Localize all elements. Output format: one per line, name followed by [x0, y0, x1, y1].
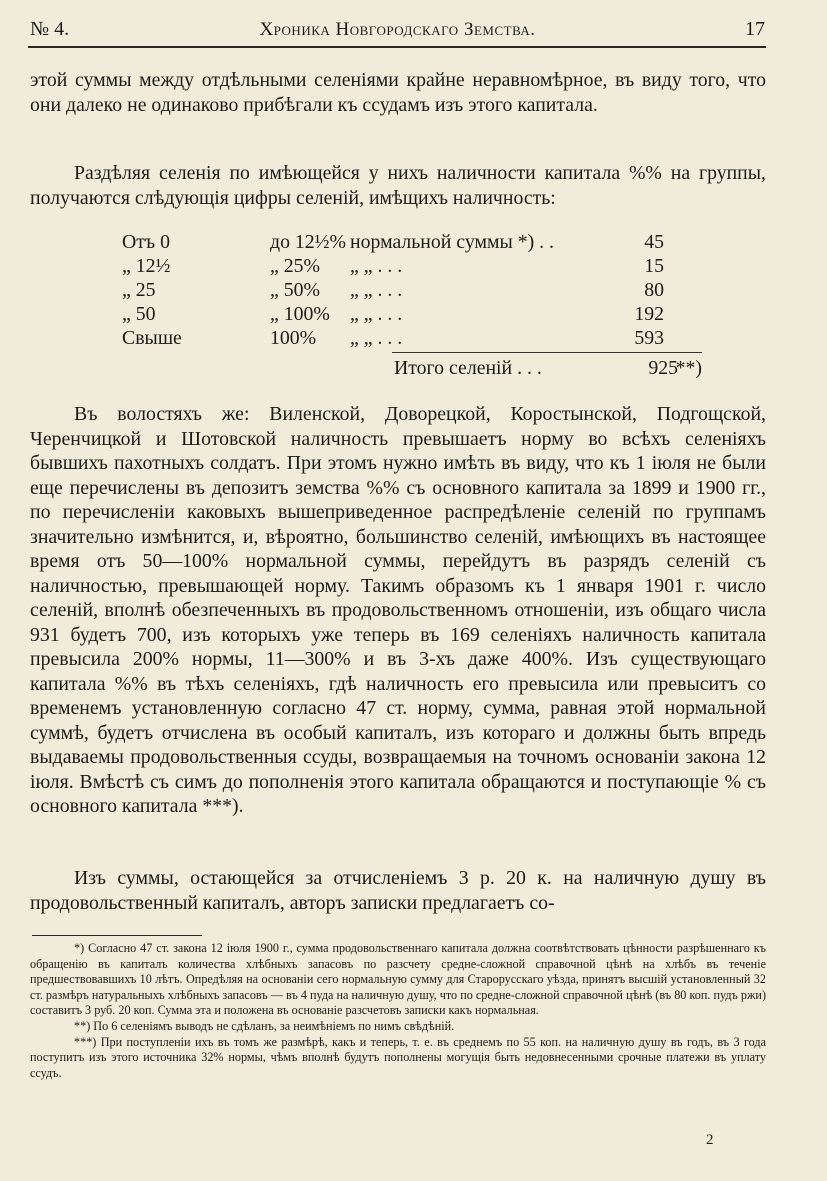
row-count: 192 — [634, 303, 664, 325]
row-desc: „ „ . . . — [350, 327, 403, 349]
row-to: „ 50% — [270, 279, 320, 301]
footnote-rule — [32, 935, 202, 936]
row-to: „ 100% — [270, 303, 330, 325]
footnote-3: ***) При поступленіи ихъ въ томъ же размѣрѣ, какъ и теперь, т. е. въ среднемъ по 55 коп. на наличную душу въ годъ, въ 3 года поступитъ изъ этого источника 32% нормы, чѣмъ вполнѣ будутъ пополнены могущія быть недовнесенными срочные платежи въ уплату ссудъ. — [30, 1034, 766, 1080]
row-desc: нормальной суммы *) . . — [350, 231, 554, 253]
row-desc: „ „ . . . — [350, 255, 403, 277]
row-to: 100% — [270, 327, 317, 349]
row-to: „ 25% — [270, 255, 320, 277]
total-note: **) — [675, 357, 702, 379]
paragraph-4: Изъ суммы, остающейся за отчисленіемъ 3 р. 20 к. на наличную душу въ продовольственный капиталъ, авторъ записки предлагаетъ со- — [30, 867, 766, 914]
table-row — [122, 230, 682, 254]
signature-mark: 2 — [706, 1132, 714, 1148]
paragraph-1: этой суммы между отдѣльными селеніями крайне неравномѣрное, въ виду того, что они далеко не одинаково прибѣгали къ ссудамъ изъ этого капитала. — [30, 69, 766, 116]
row-from: Отъ 0 — [122, 231, 170, 253]
table-row — [122, 254, 682, 278]
footnote-1: *) Согласно 47 ст. закона 12 іюля 1900 г., сумма продовольственнаго капитала должна соотвѣтствовать цѣнности разрѣшеннаго къ обращенію въ капиталъ количества хлѣбныхъ запасовъ по разсчету средне-сложной справочной цѣнѣ на хлѣбъ въ теченіе предшествовавшихъ 10 лѣтъ. Опредѣляя на основаніи сего нормальную сумму для Старорусскаго уѣзда, принятъ высшій установленный 32 ст. размѣръ натуральныхъ хлѣбныхъ запасовъ — въ 4 пуда на наличную душу, что по средне-сложной справочной цѣнѣ (въ 80 коп. пудъ ржи) составитъ 3 руб. 20 коп. Сумма эта и положена въ основаніе разсчетовъ записки какъ нормальная. — [30, 941, 766, 1018]
paragraph-2: Раздѣляя селенія по имѣющейся у нихъ наличности капитала %% на группы, получаются слѣдующія цифры селеній, имѣщихъ наличность: — [30, 162, 766, 209]
row-from: „ 50 — [122, 303, 156, 325]
header-rule — [28, 46, 766, 48]
issue-number: № 4. — [30, 18, 70, 40]
paragraph-3: Въ волостяхъ же: Виленской, Доворецкой, Коростынской, Подгощской, Черенчицкой и Шотовской наличность превышаетъ норму во всѣхъ селеніяхъ бывшихъ пахотныхъ солдатъ. При этомъ нужно имѣть въ виду, что къ 1 іюля не были еще перечислены въ депозитъ земства %% съ основного капитала за 1899 и 1900 гг., по перечисленіи каковыхъ вышеприведенное распредѣленіе селеній по группамъ значительно измѣнится, и, вѣроятно, большинство селеній, имѣющихъ въ настоящее время отъ 50—100% нормальной суммы, перейдутъ въ разрядъ селеній съ наличностью, превышающей норму. Такимъ образомъ къ 1 января 1901 г. число селеній, вполнѣ обезпеченныхъ въ продовольственномъ отношеніи, изъ общаго числа 931 будетъ 700, изъ которыхъ уже теперь въ 169 селеніяхъ наличность капитала превысила 200% нормы, 11—300% и въ 3-хъ даже 400%. Изъ существующаго капитала %% въ тѣхъ селеніяхъ, гдѣ наличность его превысила или превыситъ со временемъ установленную согласно 47 ст. норму, сумма, равная этой нормальной суммѣ, будетъ отчислена въ особый капиталъ, изъ котораго и должны быть впредь выдаваемы продовольственныя ссуды, возвращаемыя на точномъ основаніи закона 12 іюля. Вмѣстѣ съ симъ до пополненія этого капитала обращаются и поступающіе % съ основного капитала ***). — [30, 403, 766, 817]
row-count: 593 — [634, 327, 664, 349]
row-from: „ 12½ — [122, 255, 171, 277]
running-title: Хроника Новгородскаго Земства. — [259, 19, 536, 40]
row-to: до 12½% — [270, 231, 346, 253]
table-row — [122, 302, 682, 326]
page-number: 17 — [745, 18, 765, 40]
total-value: 925 — [648, 357, 678, 379]
table-row — [122, 278, 682, 302]
row-count: 15 — [644, 255, 664, 277]
villages-table — [122, 230, 702, 379]
footnotes — [30, 941, 766, 1081]
row-from: Свыше — [122, 327, 182, 349]
total-label: Итого селеній . . . — [394, 357, 542, 379]
row-desc: „ „ . . . — [350, 279, 403, 301]
footnote-2: **) По 6 селеніямъ выводъ не сдѣланъ, за неимѣніемъ по нимъ свѣдѣній. — [74, 1018, 455, 1033]
row-count: 45 — [644, 231, 664, 253]
table-total — [392, 352, 702, 379]
table-row — [122, 326, 682, 350]
page-header — [30, 18, 765, 46]
row-from: „ 25 — [122, 279, 156, 301]
row-count: 80 — [644, 279, 664, 301]
row-desc: „ „ . . . — [350, 303, 403, 325]
